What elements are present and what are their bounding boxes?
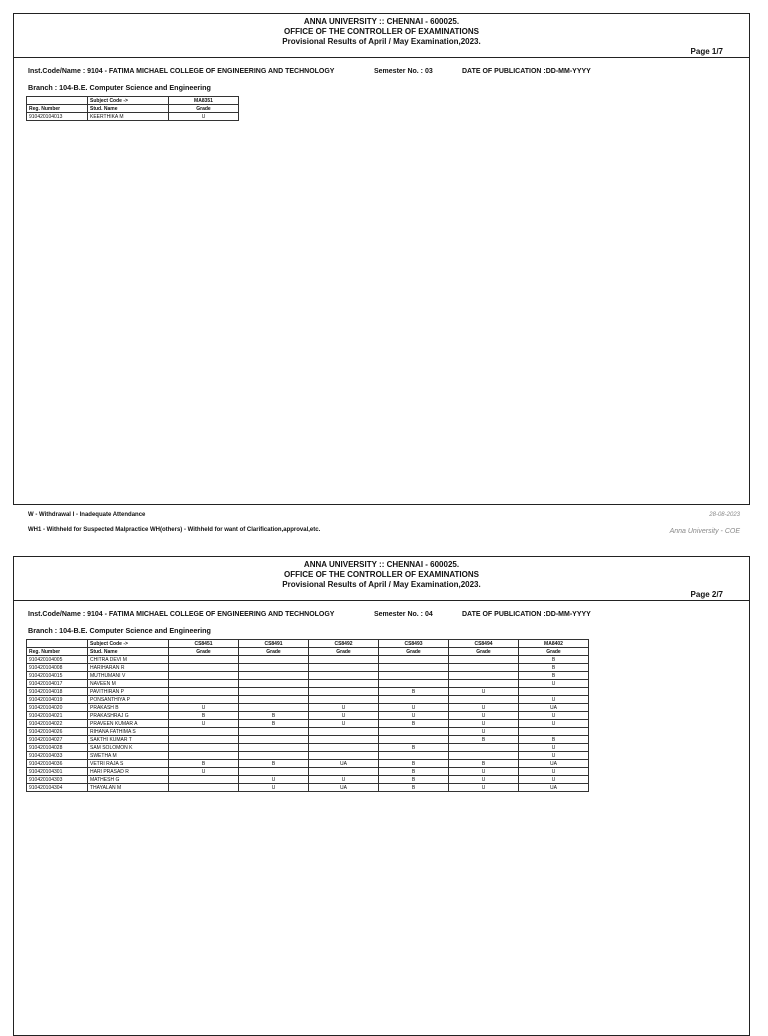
institution-name: Inst.Code/Name : 9104 - FATIMA MICHAEL COLLEGE OF ENGINEERING AND TECHNOLOGY — [28, 611, 335, 618]
grade-cell — [309, 688, 379, 696]
grade-cell — [169, 688, 239, 696]
grade-cell: B — [379, 720, 449, 728]
grade-cell — [379, 728, 449, 736]
student-name: PAVITHIRAN P — [88, 688, 169, 696]
header-divider — [14, 600, 749, 601]
reg-number: 910420104008 — [27, 664, 88, 672]
grade-cell: B — [169, 712, 239, 720]
table-row — [27, 752, 589, 760]
grade-cell — [239, 768, 309, 776]
grade-cell: U — [239, 776, 309, 784]
reg-number: 910420104020 — [27, 704, 88, 712]
exam-title: Provisional Results of April / May Examination,2023. — [282, 37, 481, 46]
student-name: CHITRA DEVI M — [88, 656, 169, 664]
grade-cell — [449, 696, 519, 704]
grade-cell: B — [449, 760, 519, 768]
student-name: HARIHARAN R — [88, 664, 169, 672]
grade-cell — [379, 736, 449, 744]
grade-cell — [449, 672, 519, 680]
publication-date: DATE OF PUBLICATION :DD-MM-YYYY — [462, 611, 591, 618]
grade-header: Grade — [379, 648, 449, 656]
subject-code: MA8402 — [519, 640, 589, 648]
column-header-row — [27, 648, 589, 656]
table-row — [27, 656, 589, 664]
report-header — [14, 14, 749, 47]
student-name: MUTHUMANI V — [88, 672, 169, 680]
grade-cell: B — [239, 760, 309, 768]
grade-cell: U — [309, 704, 379, 712]
print-date: 28-08-2023 — [709, 512, 740, 518]
reg-number: 910420104022 — [27, 720, 88, 728]
grade-cell — [169, 656, 239, 664]
grade-cell: U — [449, 704, 519, 712]
student-name: SWETHA M — [88, 752, 169, 760]
student-name-header: Stud. Name — [88, 105, 169, 113]
empty-cell — [27, 97, 88, 105]
table-row — [27, 776, 589, 784]
subject-code: CS8491 — [239, 640, 309, 648]
reg-number-header: Reg. Number — [27, 105, 88, 113]
grade-cell: B — [519, 672, 589, 680]
grade-cell: B — [379, 784, 449, 792]
branch-name: Branch : 104-B.E. Computer Science and Engineering — [28, 626, 211, 635]
subject-code-label: Subject Code -> — [88, 640, 169, 648]
grade-cell: B — [239, 720, 309, 728]
grade-cell: B — [169, 760, 239, 768]
grade-cell: B — [379, 744, 449, 752]
reg-number: 910420104018 — [27, 688, 88, 696]
grade-cell: U — [519, 752, 589, 760]
grade-cell: U — [169, 768, 239, 776]
institution-row — [28, 611, 728, 618]
grade-cell: U — [449, 720, 519, 728]
grade-cell — [379, 752, 449, 760]
grade-cell: U — [379, 712, 449, 720]
university-name: ANNA UNIVERSITY :: CHENNAI - 600025. — [303, 560, 460, 569]
grade-cell: UA — [519, 704, 589, 712]
subject-code: MA8351 — [169, 97, 239, 105]
reg-number: 910420104026 — [27, 728, 88, 736]
coe-footer: Anna University - COE — [669, 528, 740, 535]
reg-number: 910420104304 — [27, 784, 88, 792]
table-row — [27, 688, 589, 696]
grade-cell: B — [379, 688, 449, 696]
subject-code: CS8494 — [449, 640, 519, 648]
grade-cell: U — [519, 696, 589, 704]
grade-cell: U — [169, 720, 239, 728]
grade-cell — [169, 728, 239, 736]
grade-cell: U — [309, 712, 379, 720]
student-name: RIHANA FATHIMA S — [88, 728, 169, 736]
table-row — [27, 728, 589, 736]
legend-line-1: W - Withdrawal I - Inadequate Attendance — [28, 512, 146, 518]
grade-cell — [309, 664, 379, 672]
reg-number: 910420104017 — [27, 680, 88, 688]
grade-cell: U — [519, 776, 589, 784]
student-name: VETRI RAJA S — [88, 760, 169, 768]
grade-cell: U — [519, 720, 589, 728]
grade-cell — [309, 680, 379, 688]
reg-number: 910420104021 — [27, 712, 88, 720]
table-row — [27, 736, 589, 744]
student-name: HARI PRASAD R — [88, 768, 169, 776]
institution-name: Inst.Code/Name : 9104 - FATIMA MICHAEL COLLEGE OF ENGINEERING AND TECHNOLOGY — [28, 68, 335, 75]
subject-code-label: Subject Code -> — [88, 97, 169, 105]
grade-cell: U — [239, 784, 309, 792]
table-row — [27, 720, 589, 728]
student-name: PONSANTHIYA P — [88, 696, 169, 704]
grade-cell — [309, 744, 379, 752]
table-row — [27, 768, 589, 776]
grade-cell: UA — [519, 760, 589, 768]
grade-cell — [239, 680, 309, 688]
student-name: KEERTHIKA M — [88, 113, 169, 121]
grade-cell — [379, 656, 449, 664]
header-divider — [14, 57, 749, 58]
legend-line-2: WH1 - Withheld for Suspected Malpractice WH(others) - Withheld for want of Clarification,approval,etc. — [28, 527, 321, 533]
table-row — [27, 704, 589, 712]
student-name: NAVEEN M — [88, 680, 169, 688]
grade-cell: U — [449, 784, 519, 792]
grade-cell — [239, 736, 309, 744]
grade-cell — [239, 672, 309, 680]
grade-cell — [169, 672, 239, 680]
grade-cell — [449, 752, 519, 760]
grade-cell — [309, 656, 379, 664]
reg-number: 910420104301 — [27, 768, 88, 776]
grade-cell — [169, 784, 239, 792]
grade-cell — [169, 664, 239, 672]
grade-cell — [309, 736, 379, 744]
grade-cell — [449, 744, 519, 752]
grade-cell — [169, 696, 239, 704]
grade-cell — [239, 688, 309, 696]
subject-code-row — [27, 97, 239, 105]
student-name: PRAKASH B — [88, 704, 169, 712]
grade-cell — [519, 728, 589, 736]
grade-cell — [169, 736, 239, 744]
result-page-1 — [13, 13, 750, 505]
institution-row — [28, 68, 728, 75]
grade-cell — [239, 664, 309, 672]
publication-date: DATE OF PUBLICATION :DD-MM-YYYY — [462, 68, 591, 75]
grade-cell: B — [519, 656, 589, 664]
grade-header: Grade — [449, 648, 519, 656]
table-row — [27, 744, 589, 752]
grade-cell: U — [519, 712, 589, 720]
grade-cell — [169, 752, 239, 760]
grade-cell: UA — [519, 784, 589, 792]
table-row — [27, 672, 589, 680]
grade-cell — [169, 680, 239, 688]
semester-number: Semester No. : 03 — [374, 68, 433, 75]
results-table — [26, 639, 589, 792]
grade-cell — [169, 744, 239, 752]
grade-cell: UA — [309, 760, 379, 768]
grade-cell — [239, 744, 309, 752]
grade-header: Grade — [169, 648, 239, 656]
page-number: Page 2/7 — [690, 590, 723, 599]
grade-header: Grade — [309, 648, 379, 656]
grade-cell — [449, 664, 519, 672]
reg-number: 910420104019 — [27, 696, 88, 704]
grade-cell: U — [449, 688, 519, 696]
subject-code: CS8492 — [309, 640, 379, 648]
reg-number: 910420104028 — [27, 744, 88, 752]
grade-cell — [169, 776, 239, 784]
table-row — [27, 113, 239, 121]
exam-title: Provisional Results of April / May Examination,2023. — [282, 580, 481, 589]
table-row — [27, 664, 589, 672]
grade-header: Grade — [239, 648, 309, 656]
empty-cell — [27, 640, 88, 648]
grade-cell — [379, 696, 449, 704]
grade-cell: U — [309, 776, 379, 784]
grade-cell — [309, 768, 379, 776]
grade-cell — [449, 680, 519, 688]
grade-cell: B — [379, 760, 449, 768]
grade-cell — [519, 688, 589, 696]
grade-cell — [379, 680, 449, 688]
reg-number: 910420104027 — [27, 736, 88, 744]
results-table — [26, 96, 239, 121]
student-name: THAYALAN M — [88, 784, 169, 792]
table-row — [27, 712, 589, 720]
grade-cell: B — [449, 736, 519, 744]
student-name-header: Stud. Name — [88, 648, 169, 656]
grade-cell — [239, 704, 309, 712]
table-row — [27, 784, 589, 792]
branch-name: Branch : 104-B.E. Computer Science and Engineering — [28, 83, 211, 92]
student-name: SAM SOLOMON K — [88, 744, 169, 752]
reg-number: 910420104005 — [27, 656, 88, 664]
grade-cell: B — [379, 768, 449, 776]
table-row — [27, 760, 589, 768]
reg-number: 910420104303 — [27, 776, 88, 784]
grade-cell: U — [519, 744, 589, 752]
grade-cell: B — [519, 736, 589, 744]
office-name: OFFICE OF THE CONTROLLER OF EXAMINATIONS — [284, 27, 479, 36]
student-name: MATHESH G — [88, 776, 169, 784]
grade-cell — [239, 752, 309, 760]
column-header-row — [27, 105, 239, 113]
grade-cell — [379, 664, 449, 672]
grade-cell — [239, 656, 309, 664]
grade-cell: U — [449, 712, 519, 720]
student-name: SAKTHI KUMAR T — [88, 736, 169, 744]
reg-number: 910420104013 — [27, 113, 88, 121]
result-page-2 — [13, 556, 750, 1036]
grade-cell — [309, 696, 379, 704]
student-name: PRAVEEN KUMAR A — [88, 720, 169, 728]
grade-cell — [449, 656, 519, 664]
reg-number-header: Reg. Number — [27, 648, 88, 656]
office-name: OFFICE OF THE CONTROLLER OF EXAMINATIONS — [284, 570, 479, 579]
grade-cell — [309, 752, 379, 760]
table-row — [27, 680, 589, 688]
grade-cell: U — [519, 680, 589, 688]
semester-number: Semester No. : 04 — [374, 611, 433, 618]
grade-cell: U — [169, 113, 239, 121]
reg-number: 910420104036 — [27, 760, 88, 768]
university-name: ANNA UNIVERSITY :: CHENNAI - 600025. — [303, 17, 460, 26]
reg-number: 910420104033 — [27, 752, 88, 760]
reg-number: 910420104015 — [27, 672, 88, 680]
grade-cell: U — [449, 768, 519, 776]
grade-cell: B — [519, 664, 589, 672]
report-header — [14, 557, 749, 590]
subject-code-row — [27, 640, 589, 648]
grade-cell: B — [379, 776, 449, 784]
grade-cell: U — [449, 776, 519, 784]
grade-cell: U — [169, 704, 239, 712]
grade-cell: U — [519, 768, 589, 776]
grade-cell: U — [379, 704, 449, 712]
grade-cell — [309, 728, 379, 736]
grade-cell — [309, 672, 379, 680]
subject-code: CS8451 — [169, 640, 239, 648]
grade-cell: UA — [309, 784, 379, 792]
subject-code: CS8493 — [379, 640, 449, 648]
grade-cell — [379, 672, 449, 680]
table-row — [27, 696, 589, 704]
grade-cell: B — [239, 712, 309, 720]
page-number: Page 1/7 — [690, 47, 723, 56]
grade-header: Grade — [169, 105, 239, 113]
student-name: PRAKASHRAJ G — [88, 712, 169, 720]
grade-cell — [239, 696, 309, 704]
grade-cell: U — [309, 720, 379, 728]
grade-cell: U — [449, 728, 519, 736]
grade-cell — [239, 728, 309, 736]
grade-header: Grade — [519, 648, 589, 656]
